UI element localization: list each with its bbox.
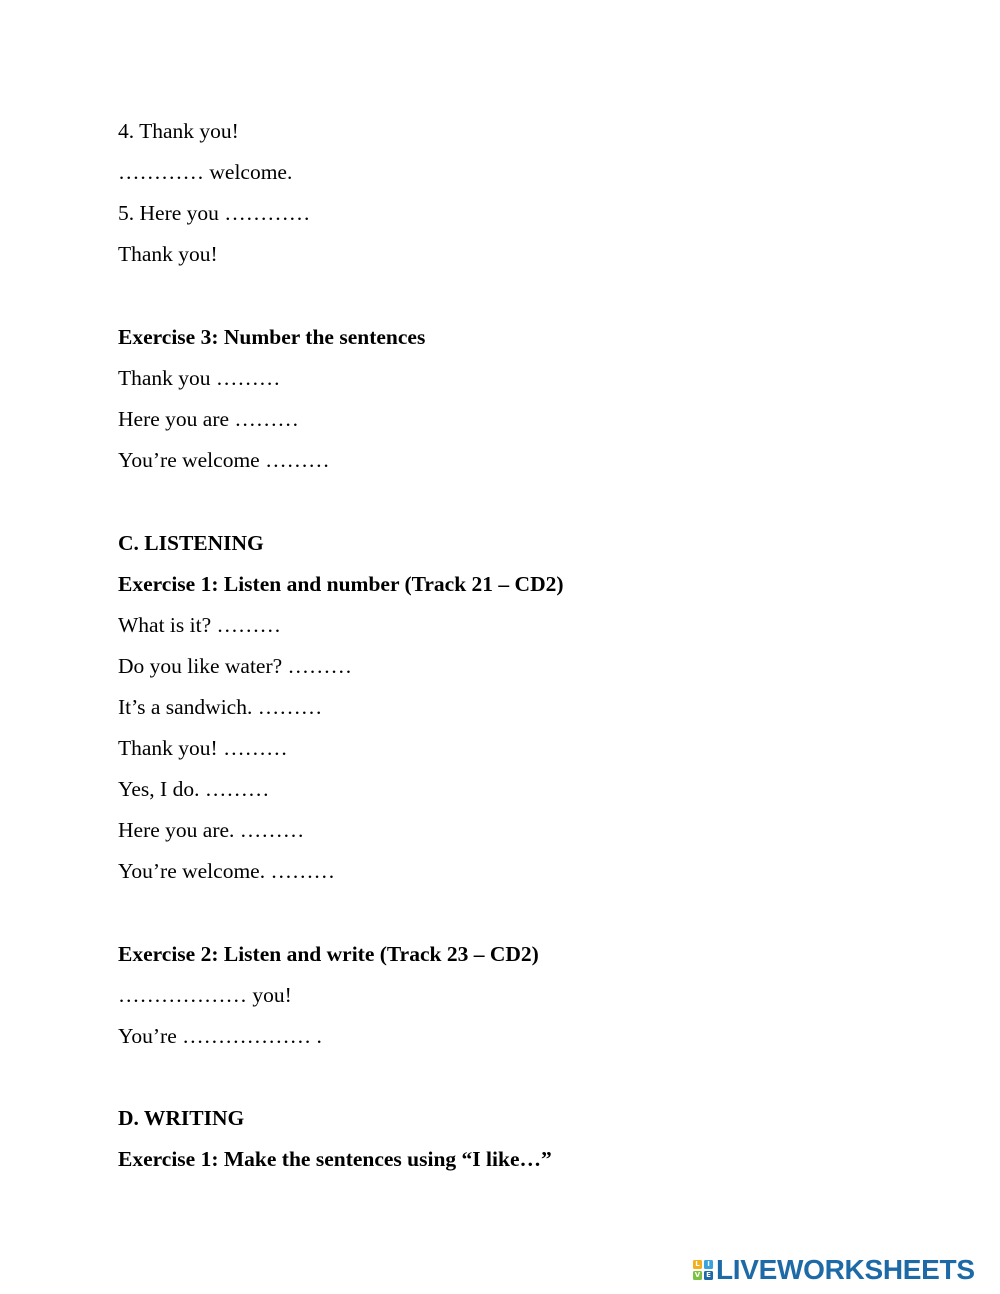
- section-heading: C. LISTENING: [118, 531, 264, 555]
- logo-mark-icon: [693, 1260, 713, 1280]
- logo-mark-tile: L: [693, 1260, 702, 1269]
- numbering-line: Yes, I do. ………: [118, 777, 270, 801]
- liveworksheets-logo[interactable]: [693, 1254, 975, 1286]
- numbering-line: You’re welcome. ………: [118, 859, 335, 883]
- exercise-heading: Exercise 1: Listen and number (Track 21 – CD2): [118, 572, 564, 596]
- numbering-line: Do you like water? ………: [118, 654, 353, 678]
- section-heading: D. WRITING: [118, 1106, 245, 1130]
- numbering-line: Thank you! ………: [118, 736, 288, 760]
- numbering-line: Here you are. ………: [118, 818, 305, 842]
- logo-mark-tile: E: [704, 1271, 713, 1280]
- numbering-line: Here you are ………: [118, 407, 299, 431]
- exercise-heading: Exercise 1: Make the sentences using “I like…”: [118, 1147, 552, 1171]
- exercise-heading: Exercise 2: Listen and write (Track 23 – CD2): [118, 942, 539, 966]
- numbering-line: Thank you ………: [118, 366, 281, 390]
- logo-text: LIVEWORKSHEETS: [716, 1254, 975, 1285]
- logo-mark-tile: V: [694, 1271, 701, 1279]
- fill-blank-line: 5. Here you …………: [118, 201, 311, 225]
- numbering-line: It’s a sandwich. ………: [118, 695, 323, 719]
- numbering-line: You’re welcome ………: [118, 448, 330, 472]
- fill-blank-line: You’re ……………… .: [118, 1024, 322, 1048]
- exercise-heading: Exercise 3: Number the sentences: [118, 325, 426, 349]
- dialogue-line: Thank you!: [118, 242, 218, 266]
- fill-blank-line: ……………… you!: [118, 983, 292, 1007]
- fill-blank-line: ………… welcome.: [118, 160, 293, 184]
- logo-mark-tile: I: [704, 1260, 713, 1269]
- numbering-line: What is it? ………: [118, 613, 282, 637]
- dialogue-line: 4. Thank you!: [118, 119, 239, 143]
